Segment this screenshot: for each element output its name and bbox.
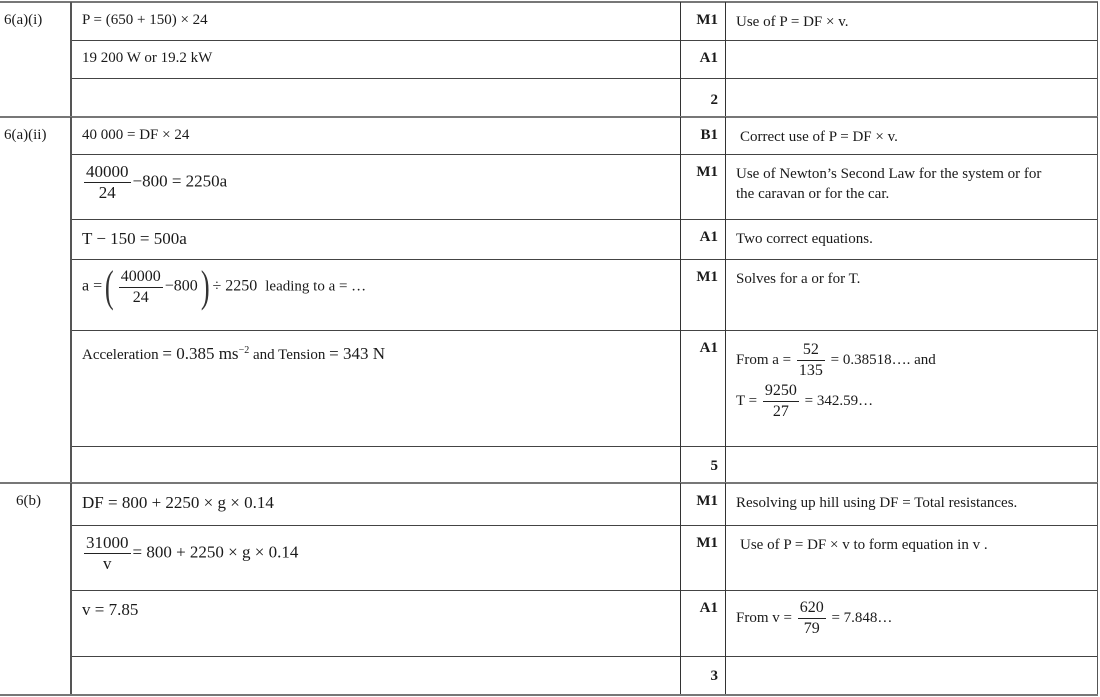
close-paren: ): [200, 262, 210, 311]
question-number: 6(b): [16, 493, 41, 509]
notes-cell: [725, 40, 1098, 78]
scheme-equation: $\frac{40000}{24}$ −800 = 2250a: [86, 162, 228, 202]
notes-cell: [725, 259, 1098, 330]
table-row: [0, 525, 1098, 590]
note-text: Use of P = DF × v to form equation in v .: [740, 537, 988, 553]
table-row: [0, 40, 1098, 78]
scheme-cell: [70, 656, 680, 694]
mark-code: M1: [696, 535, 718, 551]
marks-cell: [680, 78, 725, 116]
notes-cell: [725, 590, 1098, 656]
table-row-total: [0, 78, 1098, 116]
mark-code: B1: [700, 127, 718, 143]
fraction: $\frac{52}{135}$: [798, 341, 823, 379]
scheme-cell: [70, 525, 680, 590]
table-row: [0, 483, 1098, 525]
notes-cell: [725, 656, 1098, 694]
open-paren: (: [105, 262, 114, 311]
scheme-cell: [70, 590, 680, 656]
scheme-text: P = (650 + 150) × 24: [82, 12, 208, 28]
mark-code: A1: [699, 600, 718, 616]
notes-cell: [725, 483, 1098, 525]
table-row: [0, 590, 1098, 656]
mark-code: M1: [696, 493, 718, 509]
note-text: Resolving up hill using DF = Total resistances.: [736, 495, 1018, 511]
question-number: 6(a)(i): [4, 12, 43, 28]
marks-cell: [680, 2, 725, 40]
question-number: 6(a)(ii): [4, 127, 47, 143]
scheme-cell: [70, 40, 680, 78]
table-row: [0, 2, 1098, 40]
mark-total: 3: [710, 668, 718, 684]
notes-cell: [725, 330, 1098, 446]
fraction: $\frac{40000}{24}$: [86, 162, 129, 202]
mark-code: A1: [699, 50, 718, 66]
mark-code: A1: [699, 340, 718, 356]
scheme-text: 19 200 W or 19.2 kW: [82, 50, 213, 66]
marks-cell: [680, 40, 725, 78]
scheme-text: v = 7.85: [82, 600, 139, 619]
note-text: Correct use of P = DF × v.: [740, 129, 898, 145]
mark-code: M1: [696, 164, 718, 180]
table-row: [0, 117, 1098, 154]
notes-cell: [725, 2, 1098, 40]
note-working: From v = $\frac{620}{79}$ = 7.848…: [736, 599, 893, 637]
scheme-text: DF = 800 + 2250 × g × 0.14: [82, 493, 274, 512]
scheme-cell: [70, 154, 680, 219]
notes-cell: [725, 219, 1098, 259]
scheme-equation: $\frac{31000}{v}$ = 800 + 2250 × g × 0.14: [86, 533, 299, 573]
note-text: Two correct equations.: [736, 231, 873, 247]
table-row: [0, 330, 1098, 446]
notes-cell: [725, 117, 1098, 154]
marks-cell: [680, 446, 725, 482]
table-row: [0, 259, 1098, 330]
scheme-cell: [70, 330, 680, 446]
notes-cell: [725, 78, 1098, 116]
table-bottom-border: [0, 694, 1098, 696]
mark-code: M1: [696, 12, 718, 28]
scheme-cell: [70, 259, 680, 330]
marks-cell: [680, 656, 725, 694]
note-text: Use of P = DF × v.: [736, 14, 849, 30]
mark-total: 5: [710, 458, 718, 474]
marks-cell: [680, 525, 725, 590]
mark-code: M1: [696, 269, 718, 285]
scheme-cell: [70, 219, 680, 259]
table-row-total: [0, 446, 1098, 482]
fraction: $\frac{31000}{v}$: [86, 533, 129, 573]
table-row-total: [0, 656, 1098, 694]
note-text: Use of Newton’s Second Law for the system or for the caravan or for the car.: [736, 166, 1042, 202]
marks-cell: [680, 259, 725, 330]
mark-code: A1: [699, 229, 718, 245]
marks-cell: [680, 117, 725, 154]
scheme-answer: Acceleration = 0.385 $ms^{-2}$ and Tension = 343 N: [82, 344, 385, 363]
note-line-t: T = $\frac{9250}{27}$ = 342.59…: [736, 382, 874, 420]
marks-cell: [680, 330, 725, 446]
scheme-cell: [70, 78, 680, 116]
notes-cell: [725, 446, 1098, 482]
fraction: $\frac{620}{79}$: [799, 599, 824, 637]
scheme-cell: [70, 483, 680, 525]
table-row: [0, 154, 1098, 219]
marks-cell: [680, 483, 725, 525]
fraction: $\frac{9250}{27}$: [764, 382, 797, 420]
scheme-equation: a =( $\frac{40000}{24}$ −800) ÷ 2250 leading to a = …: [82, 262, 367, 311]
note-line-a: From a = $\frac{52}{135}$ = 0.38518…. and: [736, 341, 936, 379]
marks-cell: [680, 219, 725, 259]
marks-cell: [680, 590, 725, 656]
notes-cell: [725, 525, 1098, 590]
note-working: [736, 340, 936, 422]
table-row: [0, 219, 1098, 259]
fraction: $\frac{40000}{24}$: [120, 267, 161, 306]
scheme-text: T − 150 = 500a: [82, 229, 187, 248]
scheme-text: 40 000 = DF × 24: [82, 127, 190, 143]
marks-cell: [680, 154, 725, 219]
scheme-cell: [70, 117, 680, 154]
scheme-cell: [70, 446, 680, 482]
scheme-cell: [70, 2, 680, 40]
note-text: Solves for a or for T.: [736, 271, 861, 287]
notes-cell: [725, 154, 1098, 219]
mark-total: 2: [710, 92, 718, 108]
